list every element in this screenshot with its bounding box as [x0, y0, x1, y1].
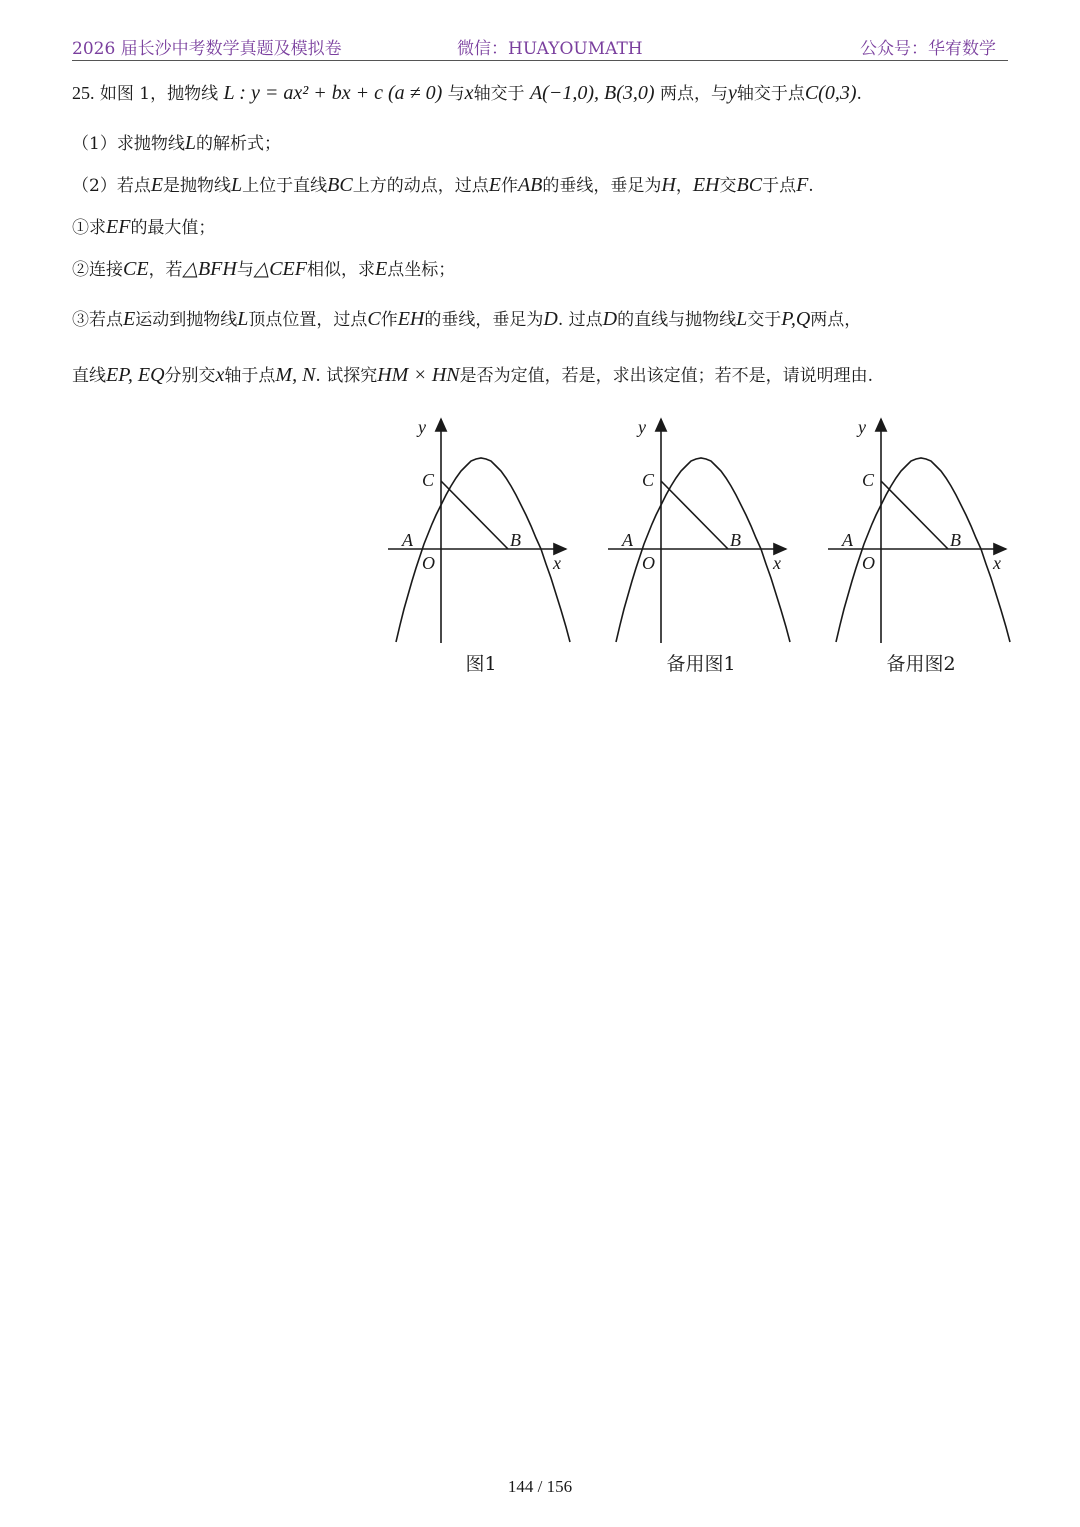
header-title: 2026 届长沙中考数学真题及模拟卷 [72, 39, 342, 59]
segment-bc [441, 481, 508, 549]
figure-backup-2-graph [826, 413, 1016, 648]
figure-1 [386, 413, 576, 683]
part-2: （2）若点E是抛物线L上位于直线BC上方的动点，过点E作AB的垂线，垂足为H，EH交BC于点F. [72, 174, 814, 196]
label-c: C [422, 470, 435, 490]
subquestion-2: ②连接CE，若△BFH与△CEF相似，求E点坐标； [72, 258, 456, 280]
label-b: B [510, 530, 521, 550]
segment-bc [881, 481, 948, 549]
points-ab: A(−1,0), B(3,0) [529, 82, 655, 104]
subquestion-3-continued: 直线EP, EQ分别交x轴于点M, N. 试探究HM × HN是否为定值，若是，求出该定值；若不是，请说明理由. [72, 364, 874, 386]
subquestion-1: ①求EF的最大值； [72, 216, 216, 238]
header-account: 公众号：华宥数学 [860, 39, 996, 59]
label-a: A [622, 530, 633, 550]
figure-backup-2 [826, 413, 1016, 683]
header-wechat: 微信：HUAYOUMATH [457, 39, 643, 59]
page-header [72, 30, 1008, 61]
label-b: B [730, 530, 741, 550]
label-a: A [842, 530, 853, 550]
page-number: 144 / 156 [507, 1477, 573, 1496]
label-o: O [422, 553, 435, 573]
subquestion-3: ③若点E运动到抛物线L顶点位置，过点C作EH的垂线，垂足为D. 过点D的直线与抛物线L交于P,Q两点， [72, 308, 862, 330]
label-y: y [858, 417, 866, 437]
parabola-equation: L : y = ax² + bx + c (a ≠ 0) [223, 82, 443, 104]
segment-bc [661, 481, 728, 549]
figure-backup-1 [606, 413, 796, 683]
figure-group [386, 413, 1026, 683]
label-x: x [773, 553, 781, 573]
point-c: C(0,3) [804, 82, 857, 104]
figure-1-caption: 图1 [465, 653, 497, 675]
label-c: C [642, 470, 655, 490]
figure-backup-2-caption: 备用图2 [886, 653, 956, 675]
label-y: y [418, 417, 426, 437]
question-stem: 25. 如图 1，抛物线 L : y = ax² + bx + c (a ≠ 0) 与x轴交于 A(−1,0), B(3,0) 两点，与y轴交于点C(0,3). [72, 82, 862, 104]
label-c: C [862, 470, 875, 490]
label-o: O [642, 553, 655, 573]
label-y: y [638, 417, 646, 437]
label-x: x [993, 553, 1001, 573]
label-x: x [553, 553, 561, 573]
part-1: （1）求抛物线L的解析式； [72, 132, 281, 154]
label-o: O [862, 553, 875, 573]
figure-backup-1-caption: 备用图1 [666, 653, 736, 675]
label-a: A [402, 530, 413, 550]
figure-backup-1-graph [606, 413, 796, 648]
label-b: B [950, 530, 961, 550]
figure-1-graph [386, 413, 576, 648]
question-number: 25. [72, 83, 95, 103]
